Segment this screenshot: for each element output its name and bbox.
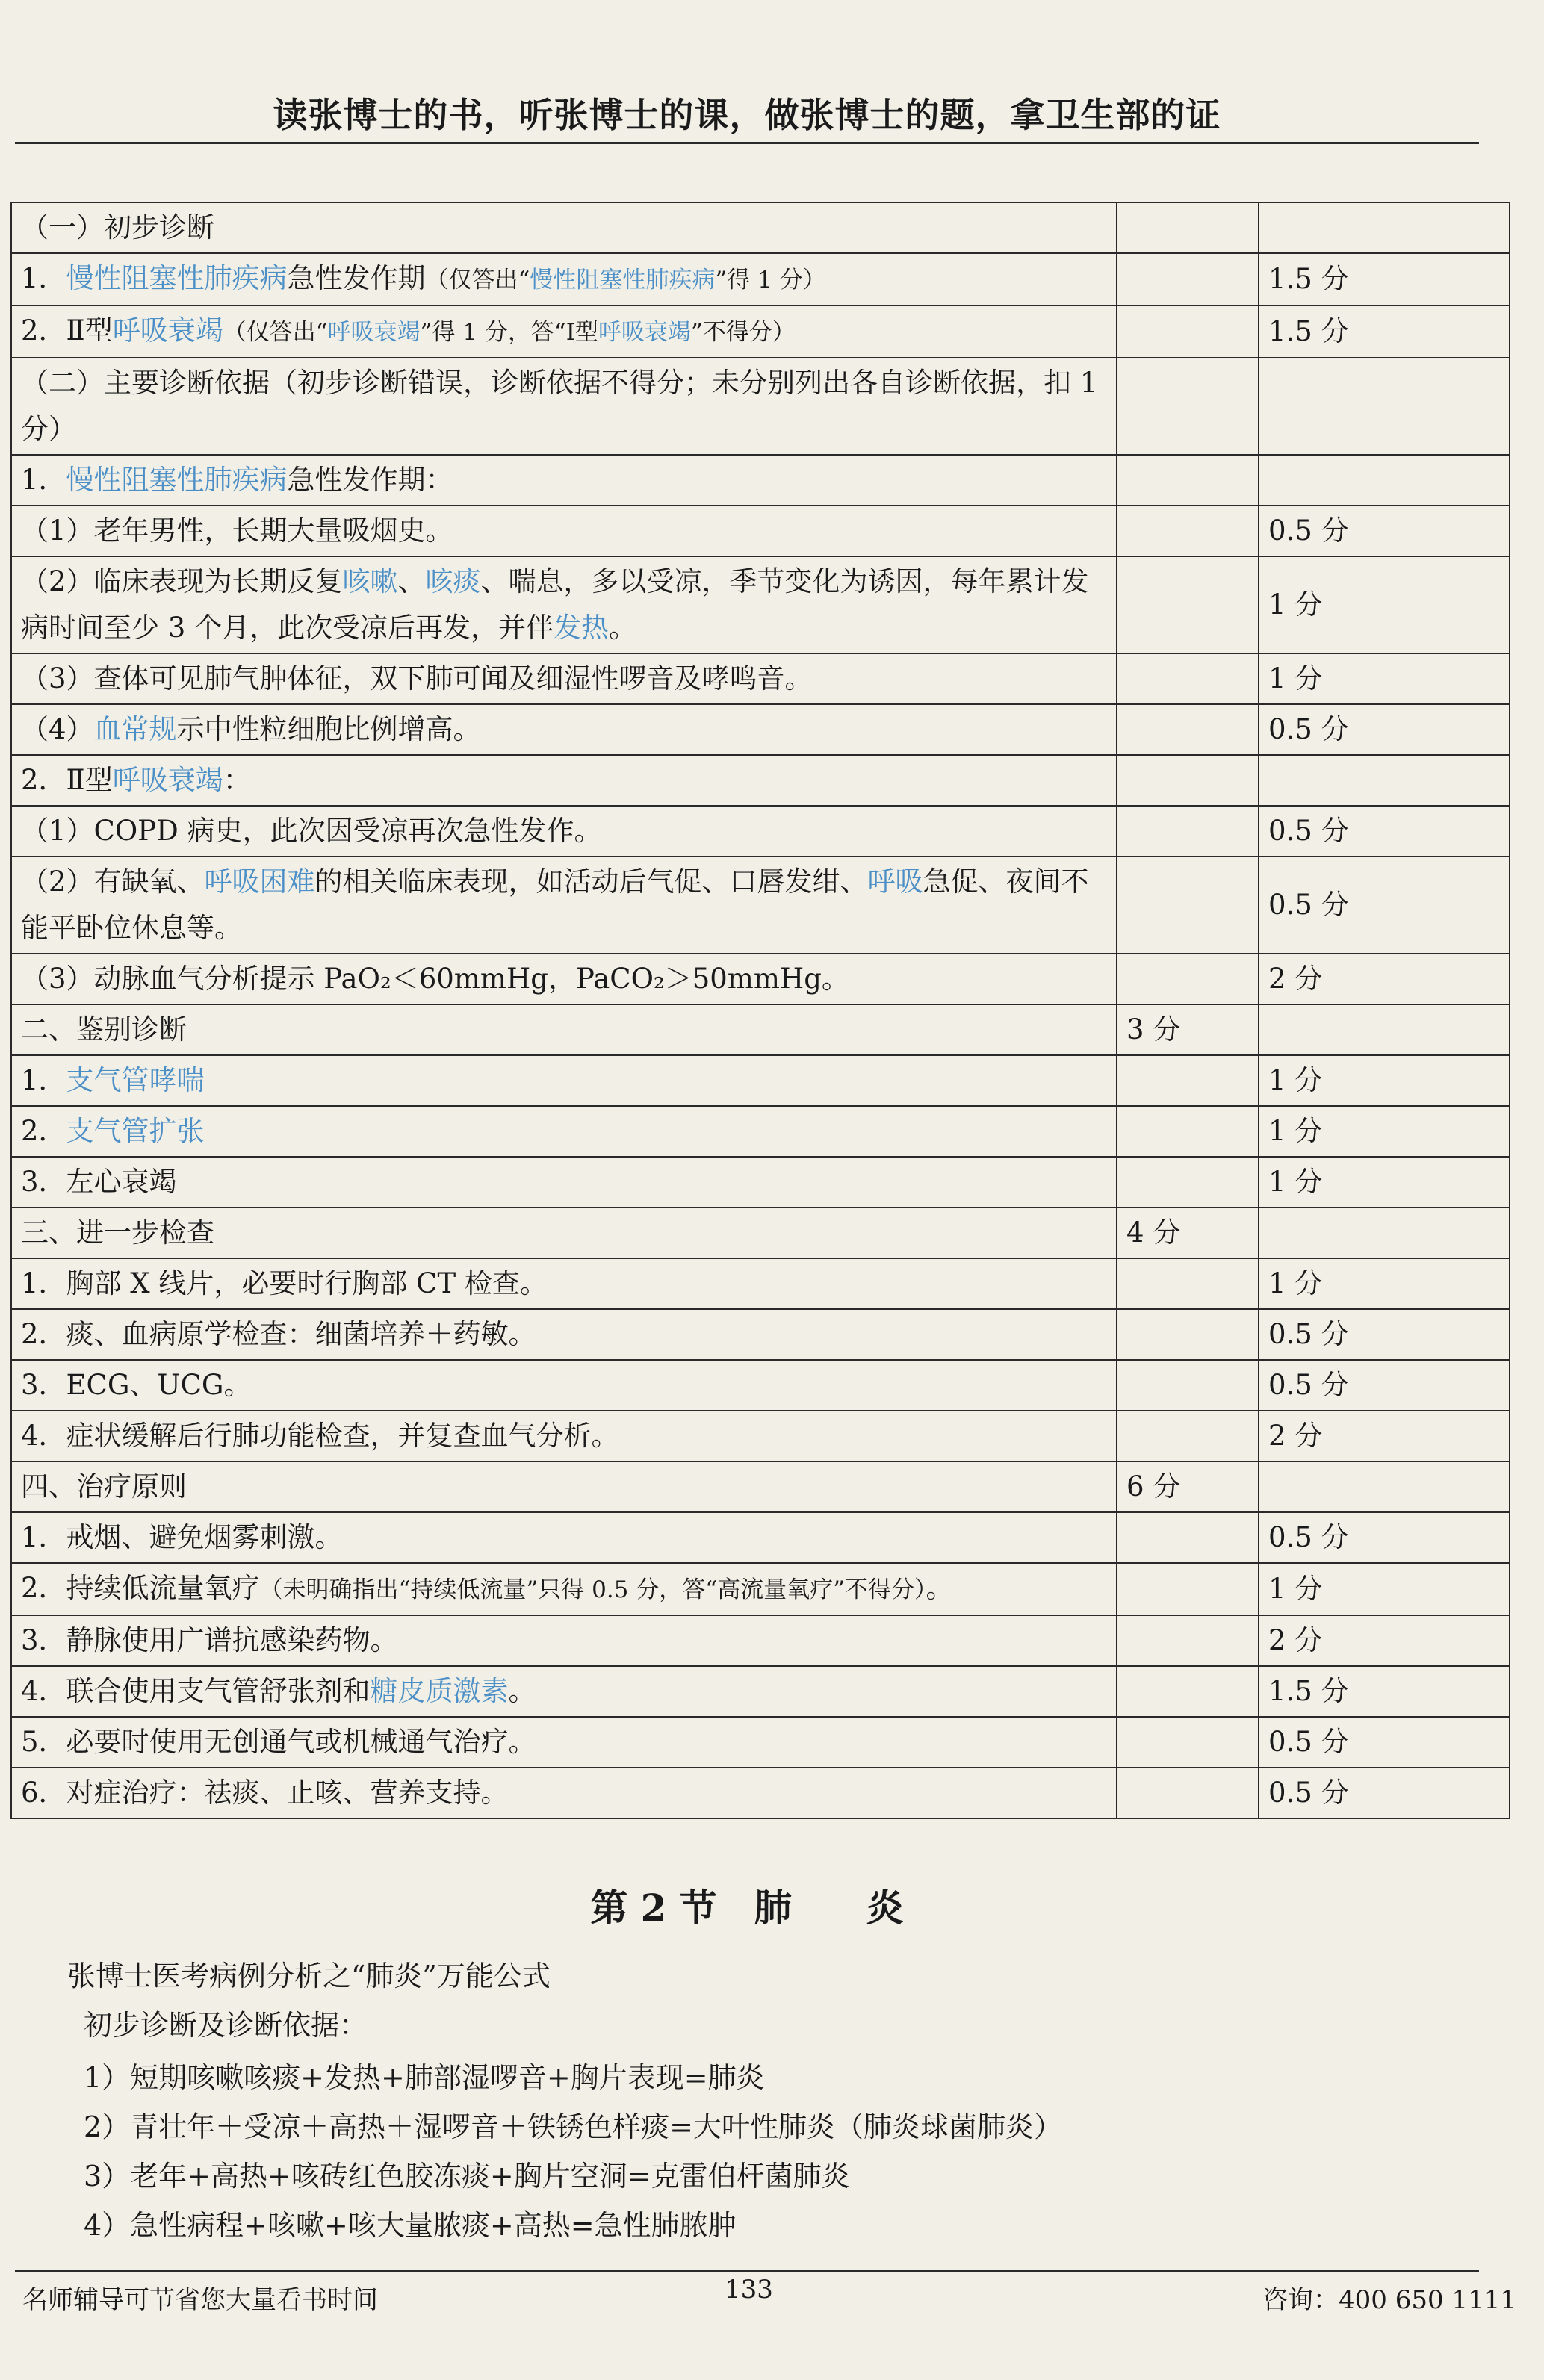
criteria-cell — [11, 1563, 1117, 1615]
section-score-cell — [1117, 1360, 1259, 1411]
criteria-text: 1．戒烟、避免烟雾刺激。 — [21, 1521, 343, 1553]
table-row — [11, 556, 1510, 653]
criteria-cell — [11, 1055, 1117, 1106]
formula-heading: 张博士医考病例分析之“肺炎”万能公式 — [67, 1960, 551, 1992]
table-row — [11, 1411, 1510, 1461]
highlighted-term: 支气管扩张 — [66, 1115, 205, 1147]
formula-subheading: 初步诊断及诊断依据： — [84, 2009, 368, 2042]
criteria-cell — [11, 1208, 1117, 1258]
criteria-text: 急促、夜间不能平卧位休息等。 — [21, 866, 1089, 944]
table-row — [11, 704, 1510, 755]
highlighted-term: 呼吸 — [867, 866, 923, 898]
criteria-text: 3．ECG、UCG。 — [21, 1369, 252, 1401]
item-score-cell — [1259, 755, 1510, 806]
criteria-text: 3．左心衰竭 — [21, 1166, 177, 1198]
criteria-text: 。 — [926, 1572, 954, 1604]
criteria-cell — [11, 704, 1117, 755]
criteria-text: （一）初步诊断 — [21, 211, 214, 243]
highlighted-term: 呼吸衰竭 — [598, 319, 691, 346]
criteria-cell — [11, 1360, 1117, 1411]
item-score-cell: 1 分 — [1259, 1106, 1510, 1157]
table-row — [11, 1055, 1510, 1106]
criteria-cell — [11, 1615, 1117, 1666]
item-score-cell — [1259, 1208, 1510, 1258]
section-score-cell — [1117, 1309, 1259, 1360]
formula-item: 1）短期咳嗽咳痰+发热+肺部湿啰音+胸片表现=肺炎 — [84, 2061, 765, 2094]
table-row — [11, 755, 1510, 806]
criteria-text: （3）动脉血气分析提示 PaO₂＜60mmHg，PaCO₂＞50mmHg。 — [21, 963, 849, 995]
criteria-text: （未明确指出“持续低流量”只得 0.5 分，答“高流量氧疗”不得分） — [259, 1576, 926, 1603]
table-row — [11, 358, 1510, 455]
table-row — [11, 806, 1510, 857]
criteria-text: （1）老年男性，长期大量吸烟史。 — [21, 515, 453, 547]
criteria-cell — [11, 556, 1117, 653]
section-score-cell — [1117, 556, 1259, 653]
section-title: 第 2 节 肺 炎 — [590, 1886, 904, 1930]
item-score-cell: 0.5 分 — [1259, 506, 1510, 556]
table-row — [11, 1360, 1510, 1411]
criteria-text: ”不得分） — [690, 319, 796, 346]
item-score-cell: 2 分 — [1259, 954, 1510, 1004]
table-row — [11, 1768, 1510, 1818]
criteria-text: （2）有缺氧、 — [21, 866, 205, 898]
section-score-cell — [1117, 253, 1259, 305]
highlighted-term: 血常规 — [93, 713, 177, 745]
formula-item: 2）青壮年＋受凉＋高热＋湿啰音＋铁锈色样痰=大叶性肺炎（肺炎球菌肺炎） — [84, 2110, 1063, 2143]
criteria-text: 5．必要时使用无创通气或机械通气治疗。 — [21, 1726, 536, 1758]
item-score-cell: 1 分 — [1259, 1563, 1510, 1615]
table-row — [11, 653, 1510, 704]
criteria-cell — [11, 1157, 1117, 1208]
formula-item: 4）急性病程+咳嗽+咳大量脓痰+高热=急性肺脓肿 — [84, 2209, 737, 2242]
criteria-cell — [11, 1258, 1117, 1309]
item-score-cell — [1259, 358, 1510, 455]
criteria-text: 。 — [508, 1675, 536, 1707]
criteria-cell — [11, 1666, 1117, 1717]
criteria-cell — [11, 1004, 1117, 1055]
page-header-title: 读张博士的书，听张博士的课，做张博士的题，拿卫生部的证 — [273, 95, 1221, 135]
item-score-cell — [1259, 202, 1510, 253]
criteria-text: 2．痰、血病原学检查：细菌培养＋药敏。 — [21, 1318, 536, 1350]
highlighted-term: 支气管哮喘 — [66, 1064, 205, 1096]
table-row — [11, 1309, 1510, 1360]
item-score-cell: 0.5 分 — [1259, 806, 1510, 857]
section-score-cell — [1117, 1258, 1259, 1309]
criteria-cell — [11, 1309, 1117, 1360]
criteria-cell — [11, 1768, 1117, 1818]
item-score-cell — [1259, 1004, 1510, 1055]
table-row — [11, 857, 1510, 954]
item-score-cell: 0.5 分 — [1259, 1768, 1510, 1818]
scoring-table-body — [11, 202, 1510, 1818]
criteria-text: 1． — [21, 464, 66, 496]
criteria-cell — [11, 653, 1117, 704]
item-score-cell: 0.5 分 — [1259, 1309, 1510, 1360]
section-score-cell — [1117, 806, 1259, 857]
item-score-cell: 0.5 分 — [1259, 1360, 1510, 1411]
criteria-cell — [11, 202, 1117, 253]
table-row — [11, 1157, 1510, 1208]
table-row — [11, 202, 1510, 253]
criteria-text: （仅答出“ — [223, 319, 328, 346]
section-score-cell — [1117, 455, 1259, 506]
table-row — [11, 954, 1510, 1004]
highlighted-term: 呼吸衰竭 — [112, 314, 223, 347]
criteria-text: （仅答出“ — [425, 267, 530, 293]
highlighted-term: 呼吸衰竭 — [327, 319, 421, 346]
item-score-cell: 0.5 分 — [1259, 857, 1510, 954]
criteria-cell — [11, 1717, 1117, 1768]
criteria-text: （2）临床表现为长期反复 — [21, 565, 343, 597]
table-row — [11, 1615, 1510, 1666]
formula-item: 3）老年+高热+咳砖红色胶冻痰+胸片空洞=克雷伯杆菌肺炎 — [84, 2160, 850, 2193]
criteria-text: 4．症状缓解后行肺功能检查，并复查血气分析。 — [21, 1420, 619, 1452]
section-score-cell — [1117, 1615, 1259, 1666]
item-score-cell: 1 分 — [1259, 1055, 1510, 1106]
criteria-text: 6．对症治疗：祛痰、止咳、营养支持。 — [21, 1777, 509, 1809]
table-row — [11, 1717, 1510, 1768]
section-score-cell — [1117, 202, 1259, 253]
highlighted-term: 发热 — [554, 612, 610, 644]
section-score-cell — [1117, 653, 1259, 704]
criteria-cell — [11, 755, 1117, 806]
criteria-text: 四、治疗原则 — [21, 1470, 187, 1503]
criteria-text: 1． — [21, 262, 66, 294]
table-row — [11, 1461, 1510, 1512]
section-score-cell — [1117, 954, 1259, 1004]
section-score-cell — [1117, 1563, 1259, 1615]
section-score-cell — [1117, 704, 1259, 755]
criteria-text: 1． — [21, 1064, 66, 1096]
criteria-cell — [11, 358, 1117, 455]
table-row — [11, 1208, 1510, 1258]
section-score-cell — [1117, 1512, 1259, 1563]
table-row — [11, 1004, 1510, 1055]
criteria-text: （1）COPD 病史，此次因受凉再次急性发作。 — [21, 815, 602, 847]
criteria-text: 3．静脉使用广谱抗感染药物。 — [21, 1624, 398, 1656]
criteria-text: （二）主要诊断依据（初步诊断错误，诊断依据不得分；未分别列出各自诊断依据，扣 1 分） — [21, 367, 1098, 445]
section-score-cell — [1117, 857, 1259, 954]
table-row — [11, 1666, 1510, 1717]
criteria-text: 二、鉴别诊断 — [21, 1013, 187, 1045]
criteria-text: 1．胸部 X 线片，必要时行胸部 CT 检查。 — [21, 1267, 548, 1299]
highlighted-term: 呼吸困难 — [204, 866, 315, 898]
highlighted-term: 慢性阻塞性肺疾病 — [530, 267, 716, 293]
criteria-text: 急性发作期： — [287, 464, 453, 496]
item-score-cell: 2 分 — [1259, 1615, 1510, 1666]
section-score-cell: 6 分 — [1117, 1461, 1259, 1512]
section-score-cell: 3 分 — [1117, 1004, 1259, 1055]
footer-contact: 咨询：400 650 1111 — [1262, 2285, 1516, 2315]
section-score-cell — [1117, 506, 1259, 556]
criteria-cell — [11, 305, 1117, 358]
item-score-cell: 0.5 分 — [1259, 704, 1510, 755]
item-score-cell: 1 分 — [1259, 556, 1510, 653]
section-score-cell: 4 分 — [1117, 1208, 1259, 1258]
footer-slogan: 名师辅导可节省您大量看书时间 — [22, 2285, 378, 2315]
criteria-cell — [11, 506, 1117, 556]
criteria-text: 4．联合使用支气管舒张剂和 — [21, 1675, 371, 1707]
item-score-cell: 1.5 分 — [1259, 305, 1510, 358]
criteria-cell — [11, 1512, 1117, 1563]
criteria-cell — [11, 1106, 1117, 1157]
criteria-text: 示中性粒细胞比例增高。 — [176, 713, 481, 745]
criteria-text: （4） — [21, 713, 94, 745]
section-score-cell — [1117, 305, 1259, 358]
item-score-cell: 0.5 分 — [1259, 1512, 1510, 1563]
section-score-cell — [1117, 1768, 1259, 1818]
criteria-cell — [11, 455, 1117, 506]
item-score-cell: 1 分 — [1259, 653, 1510, 704]
section-score-cell — [1117, 1157, 1259, 1208]
item-score-cell: 1.5 分 — [1259, 253, 1510, 305]
section-score-cell — [1117, 1055, 1259, 1106]
table-row — [11, 1106, 1510, 1157]
criteria-text: ： — [223, 764, 251, 796]
table-row — [11, 1512, 1510, 1563]
criteria-cell — [11, 1411, 1117, 1461]
formula-block — [67, 1953, 1449, 2250]
section-score-cell — [1117, 1666, 1259, 1717]
highlighted-term: 咳嗽 — [342, 565, 398, 597]
highlighted-term: 慢性阻塞性肺疾病 — [66, 464, 288, 496]
criteria-text: 2．Ⅱ型 — [21, 764, 113, 796]
table-row — [11, 253, 1510, 305]
table-row — [11, 1563, 1510, 1615]
item-score-cell: 1.5 分 — [1259, 1666, 1510, 1717]
table-row — [11, 1258, 1510, 1309]
criteria-text: 的相关临床表现，如活动后气促、口唇发绀、 — [314, 866, 868, 898]
item-score-cell — [1259, 1461, 1510, 1512]
criteria-text: 、喘息，多以受凉，季节变化为诱因，每年累计发病时间至少 3 个月，此次受凉后再发，并伴 — [21, 565, 1089, 644]
criteria-cell — [11, 253, 1117, 305]
criteria-cell — [11, 1461, 1117, 1512]
criteria-text: （3）查体可见肺气肿体征，双下肺可闻及细湿性啰音及哮鸣音。 — [21, 662, 813, 695]
highlighted-term: 糖皮质激素 — [370, 1675, 509, 1707]
scoring-table — [10, 202, 1510, 1819]
section-score-cell — [1117, 1717, 1259, 1768]
item-score-cell: 2 分 — [1259, 1411, 1510, 1461]
criteria-cell — [11, 954, 1117, 1004]
section-score-cell — [1117, 1411, 1259, 1461]
criteria-text: ”得 1 分） — [715, 267, 826, 293]
header-rule — [15, 142, 1479, 144]
criteria-text: 2． — [21, 1115, 66, 1147]
highlighted-term: 慢性阻塞性肺疾病 — [66, 262, 288, 294]
page-number: 133 — [725, 2275, 773, 2305]
item-score-cell: 0.5 分 — [1259, 1717, 1510, 1768]
criteria-text: ”得 1 分，答“Ⅰ型 — [420, 319, 598, 346]
item-score-cell: 1 分 — [1259, 1258, 1510, 1309]
criteria-text: 2．Ⅱ型 — [21, 314, 113, 347]
criteria-cell — [11, 806, 1117, 857]
item-score-cell: 1 分 — [1259, 1157, 1510, 1208]
criteria-text: 三、进一步检查 — [21, 1217, 214, 1249]
section-score-cell — [1117, 755, 1259, 806]
criteria-text: 2．持续低流量氧疗 — [21, 1572, 260, 1604]
table-row — [11, 506, 1510, 556]
table-row — [11, 305, 1510, 358]
criteria-text: 、 — [397, 565, 426, 597]
section-score-cell — [1117, 358, 1259, 455]
item-score-cell — [1259, 455, 1510, 506]
criteria-text: 。 — [609, 612, 637, 644]
criteria-cell — [11, 857, 1117, 954]
highlighted-term: 呼吸衰竭 — [112, 764, 223, 796]
criteria-text: 急性发作期 — [287, 262, 426, 294]
footer-rule — [15, 2270, 1479, 2272]
highlighted-term: 咳痰 — [425, 565, 481, 597]
table-row — [11, 455, 1510, 506]
section-score-cell — [1117, 1106, 1259, 1157]
